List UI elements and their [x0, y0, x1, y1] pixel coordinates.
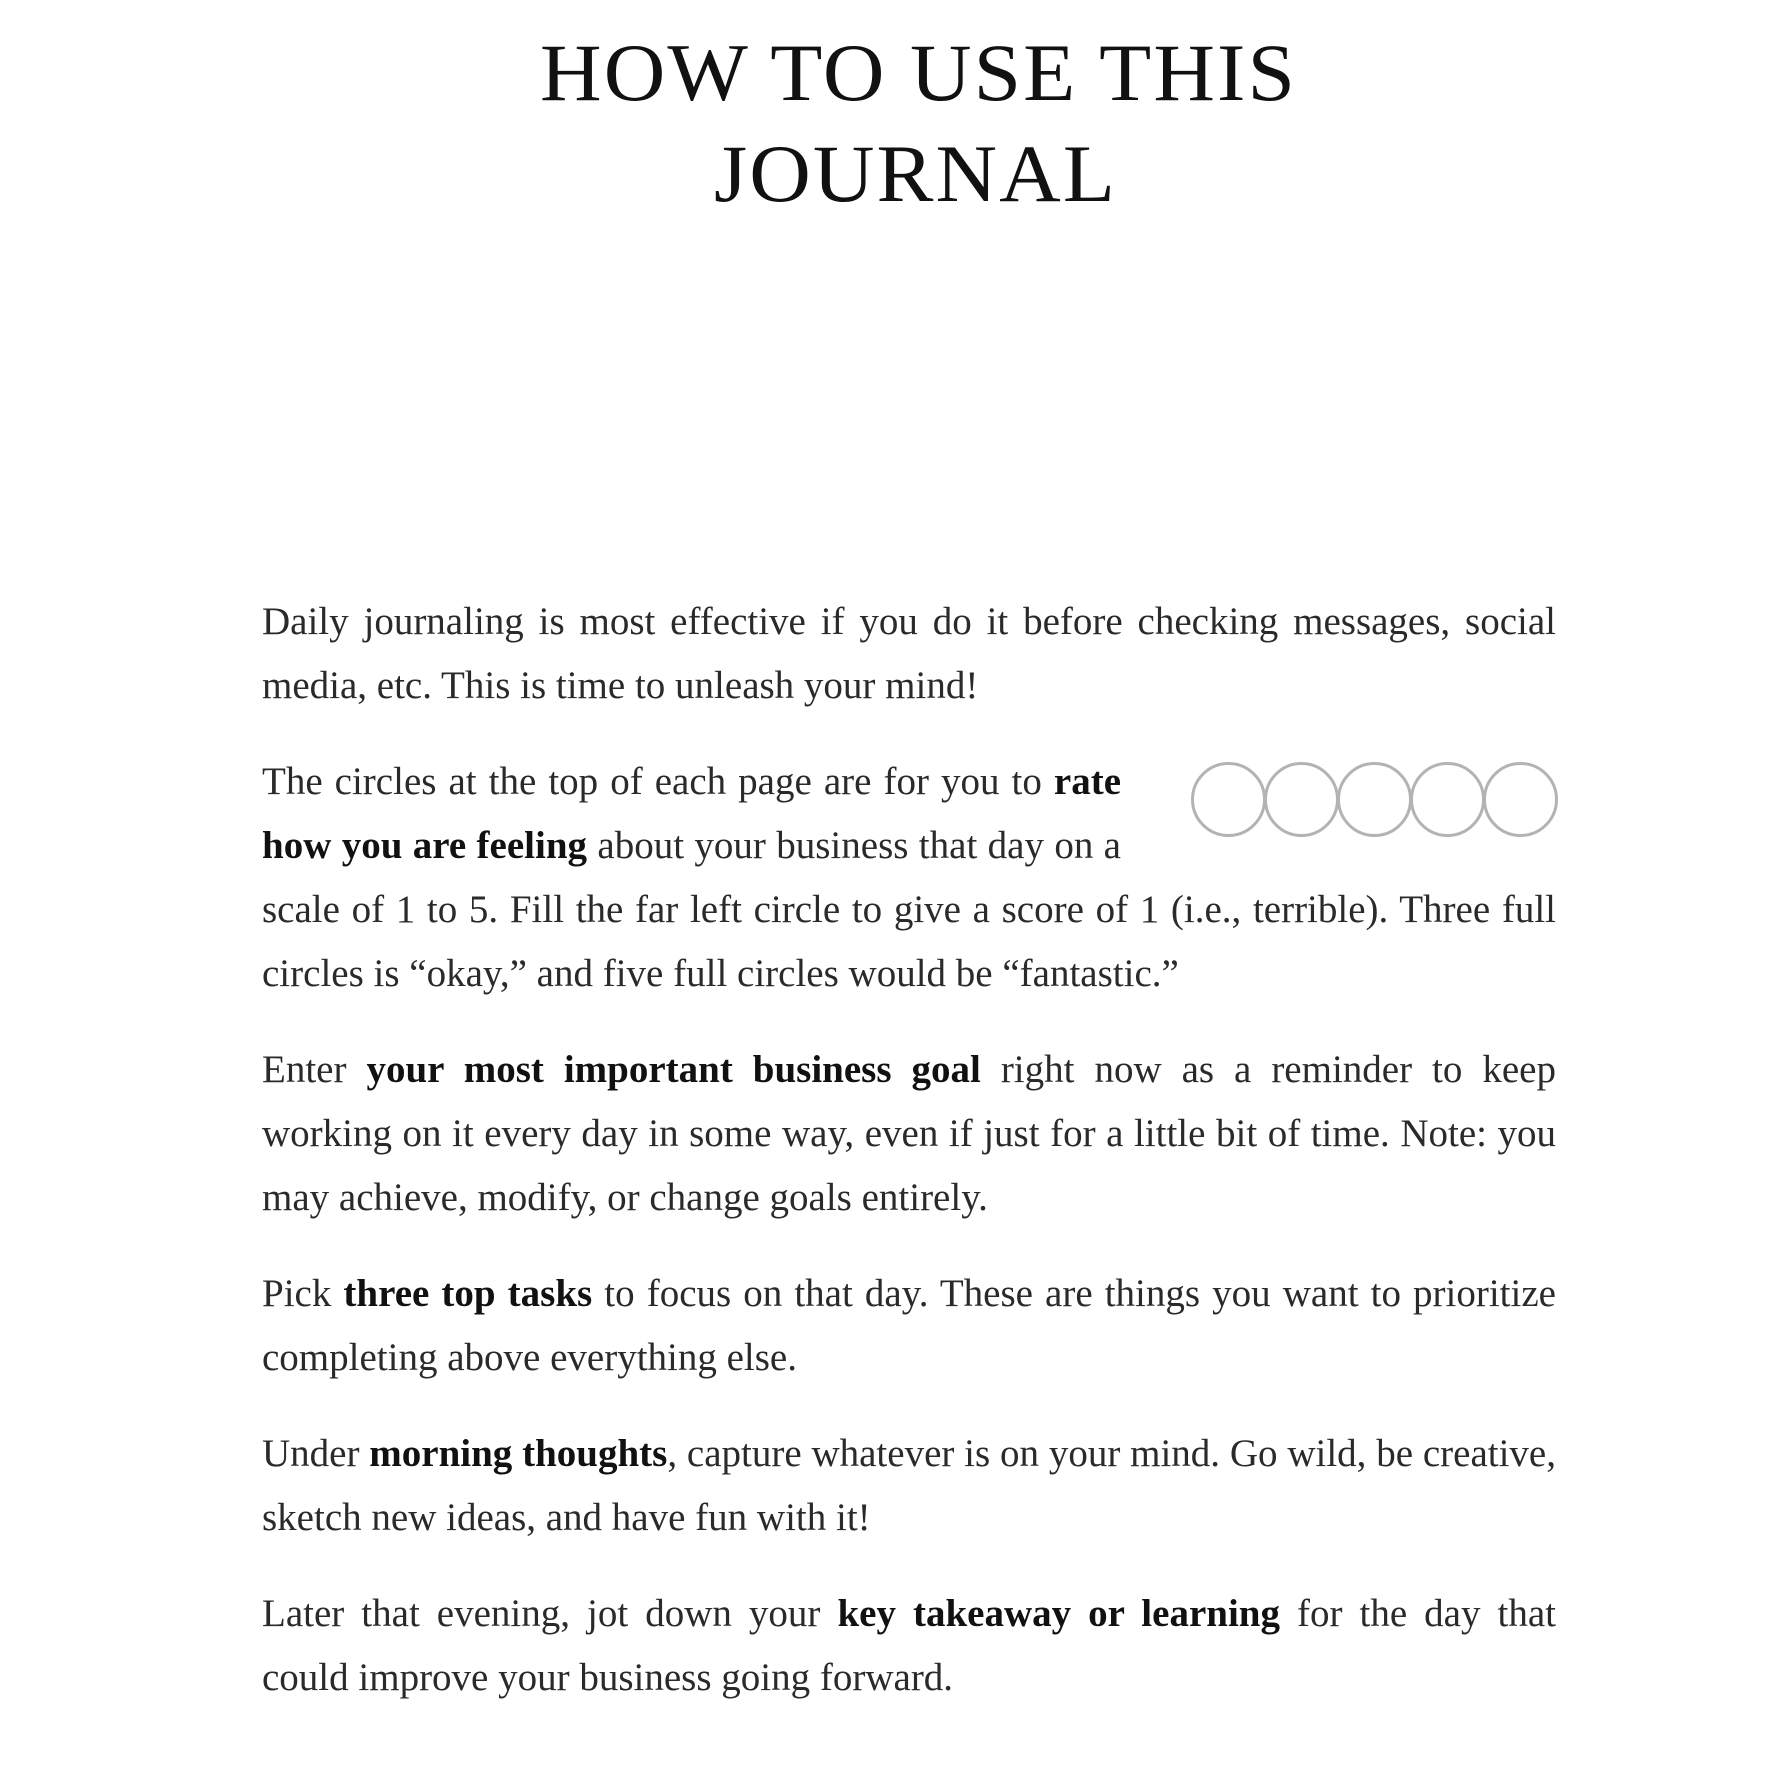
- paragraph-daily-journaling: [262, 590, 1556, 718]
- rating-circle-4[interactable]: [1410, 762, 1485, 837]
- paragraph-text: Under: [262, 1432, 370, 1475]
- emphasis-key-takeaway: key takeaway or learning: [837, 1592, 1280, 1635]
- paragraph-key-takeaway: [262, 1582, 1556, 1710]
- paragraph-top-tasks: [262, 1262, 1556, 1390]
- paragraph-text: about your business that day on a scale of 1 to 5. Fill the far left circle to give a score of 1 (i.e., terrible). Three full circles is “okay,” and five full circles would be “fantastic.”: [262, 824, 1556, 995]
- rating-circle-3[interactable]: [1337, 762, 1412, 837]
- paragraph-text: to focus on that day. These are things you want to prioritize completing above everything else.: [262, 1272, 1556, 1379]
- paragraph-text: Daily journaling is most effective if you do it before checking messages, social media, etc. This is time to unleash your mind!: [262, 600, 1556, 707]
- paragraph-text: The circles at the top of each page are for you to: [262, 760, 1054, 803]
- page-title-line-1: HOW TO USE THIS: [540, 27, 1297, 118]
- paragraph-morning-thoughts: [262, 1422, 1556, 1550]
- emphasis-top-tasks: three top tasks: [343, 1272, 593, 1315]
- paragraph-text: Enter: [262, 1048, 367, 1091]
- paragraph-text: for the day that could improve your business going forward.: [262, 1592, 1556, 1699]
- page-title-line-2: JOURNAL: [713, 128, 1118, 219]
- emphasis-business-goal: your most important business goal: [366, 1048, 981, 1091]
- emphasis-morning-thoughts: morning thoughts: [369, 1432, 668, 1475]
- paragraph-text: right now as a reminder to keep working on it every day in some way, even if just for a little bit of time. Note: you may achieve, modify, or change goals entirely.: [262, 1048, 1556, 1219]
- paragraph-rating-circles: [262, 750, 1556, 1006]
- rating-circle-1[interactable]: [1191, 762, 1266, 837]
- paragraph-business-goal: [262, 1038, 1556, 1230]
- paragraph-text: Pick: [262, 1272, 344, 1315]
- rating-circles: [1191, 762, 1558, 840]
- rating-circle-2[interactable]: [1264, 762, 1339, 837]
- paragraph-text: , capture whatever is on your mind. Go wild, be creative, sketch new ideas, and have fun with it!: [262, 1432, 1556, 1539]
- paragraph-text: Later that evening, jot down your: [262, 1592, 838, 1635]
- emphasis-rate-feeling: rate how you are feeling: [262, 760, 1121, 867]
- rating-circle-5[interactable]: [1483, 762, 1558, 837]
- instructions-body: [262, 590, 1556, 1742]
